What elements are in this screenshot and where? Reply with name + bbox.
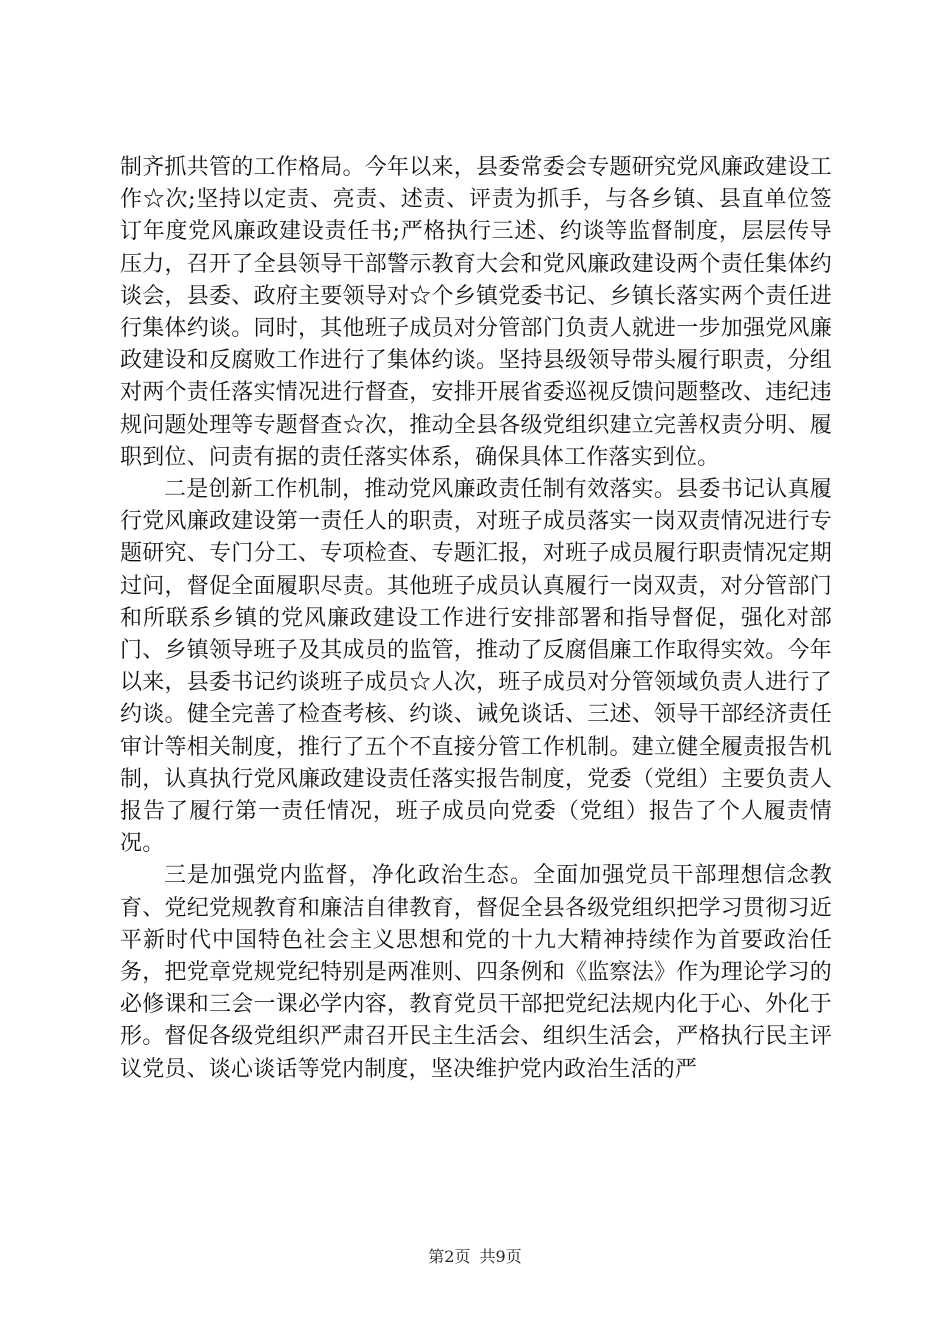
paragraph-1: 制齐抓共管的工作格局。今年以来，县委常委会专题研究党风廉政建设工作☆次;坚持以定责、亮责、述责、评责为抓手，与各乡镇、县直单位签订年度党风廉政建设责任书;严格执行三述、约谈等监督制度，层层传导压力，召开了全县领导干部警示教育大会和党风廉政建设两个责任集体约谈会，县委、政府主要领导对☆个乡镇党委书记、乡镇长落实两个责任进行集体约谈。同时，其他班子成员对分管部门负责人就进一步加强党风廉政建设和反腐败工作进行了集体约谈。坚持县级领导带头履行职责，分组对两个责任落实情况进行督查，安排开展省委巡视反馈问题整改、违纪违规问题处理等专题督查☆次，推动全县各级党组织建立完善权责分明、履职到位、问责有据的责任落实体系，确保具体工作落实到位。 <box>120 155 832 470</box>
document-body <box>120 152 832 1086</box>
page-footer <box>0 1244 950 1267</box>
paragraph-2: 二是创新工作机制，推动党风廉政责任制有效落实。县委书记认真履行党风廉政建设第一责任人的职责，对班子成员落实一岗双责情况进行专题研究、专门分工、专项检查、专题汇报，对班子成员履行职责情况定期过问，督促全面履职尽责。其他班子成员认真履行一岗双责，对分管部门和所联系乡镇的党风廉政建设工作进行安排部署和指导督促，强化对部门、乡镇领导班子及其成员的监管，推动了反腐倡廉工作取得实效。今年以来，县委书记约谈班子成员☆人次，班子成员对分管领域负责人进行了约谈。健全完善了检查考核、约谈、诫免谈话、三述、领导干部经济责任审计等相关制度，推行了五个不直接分管工作机制。建立健全履责报告机制，认真执行党风廉政建设责任落实报告制度，党委（党组）主要负责人报告了履行第一责任情况，班子成员向党委（党组）报告了个人履责情况。 <box>120 477 832 857</box>
page-number: 第2页 <box>428 1247 471 1266</box>
paragraph-3: 三是加强党内监督，净化政治生态。全面加强党员干部理想信念教育、党纪党规教育和廉洁自律教育，督促全县各级党组织把学习贯彻习近平新时代中国特色社会主义思想和党的十九大精神持续作为首要政治任务，把党章党规党纪特别是两准则、四条例和《监察法》作为理论学习的必修课和三会一课必学内容，教育党员干部把党纪法规内化于心、外化于形。督促各级党组织严肃召开民主生活会、组织生活会，严格执行民主评议党员、谈心谈话等党内制度，坚决维护党内政治生活的严 <box>120 863 832 1082</box>
page-total: 共9页 <box>479 1247 522 1266</box>
